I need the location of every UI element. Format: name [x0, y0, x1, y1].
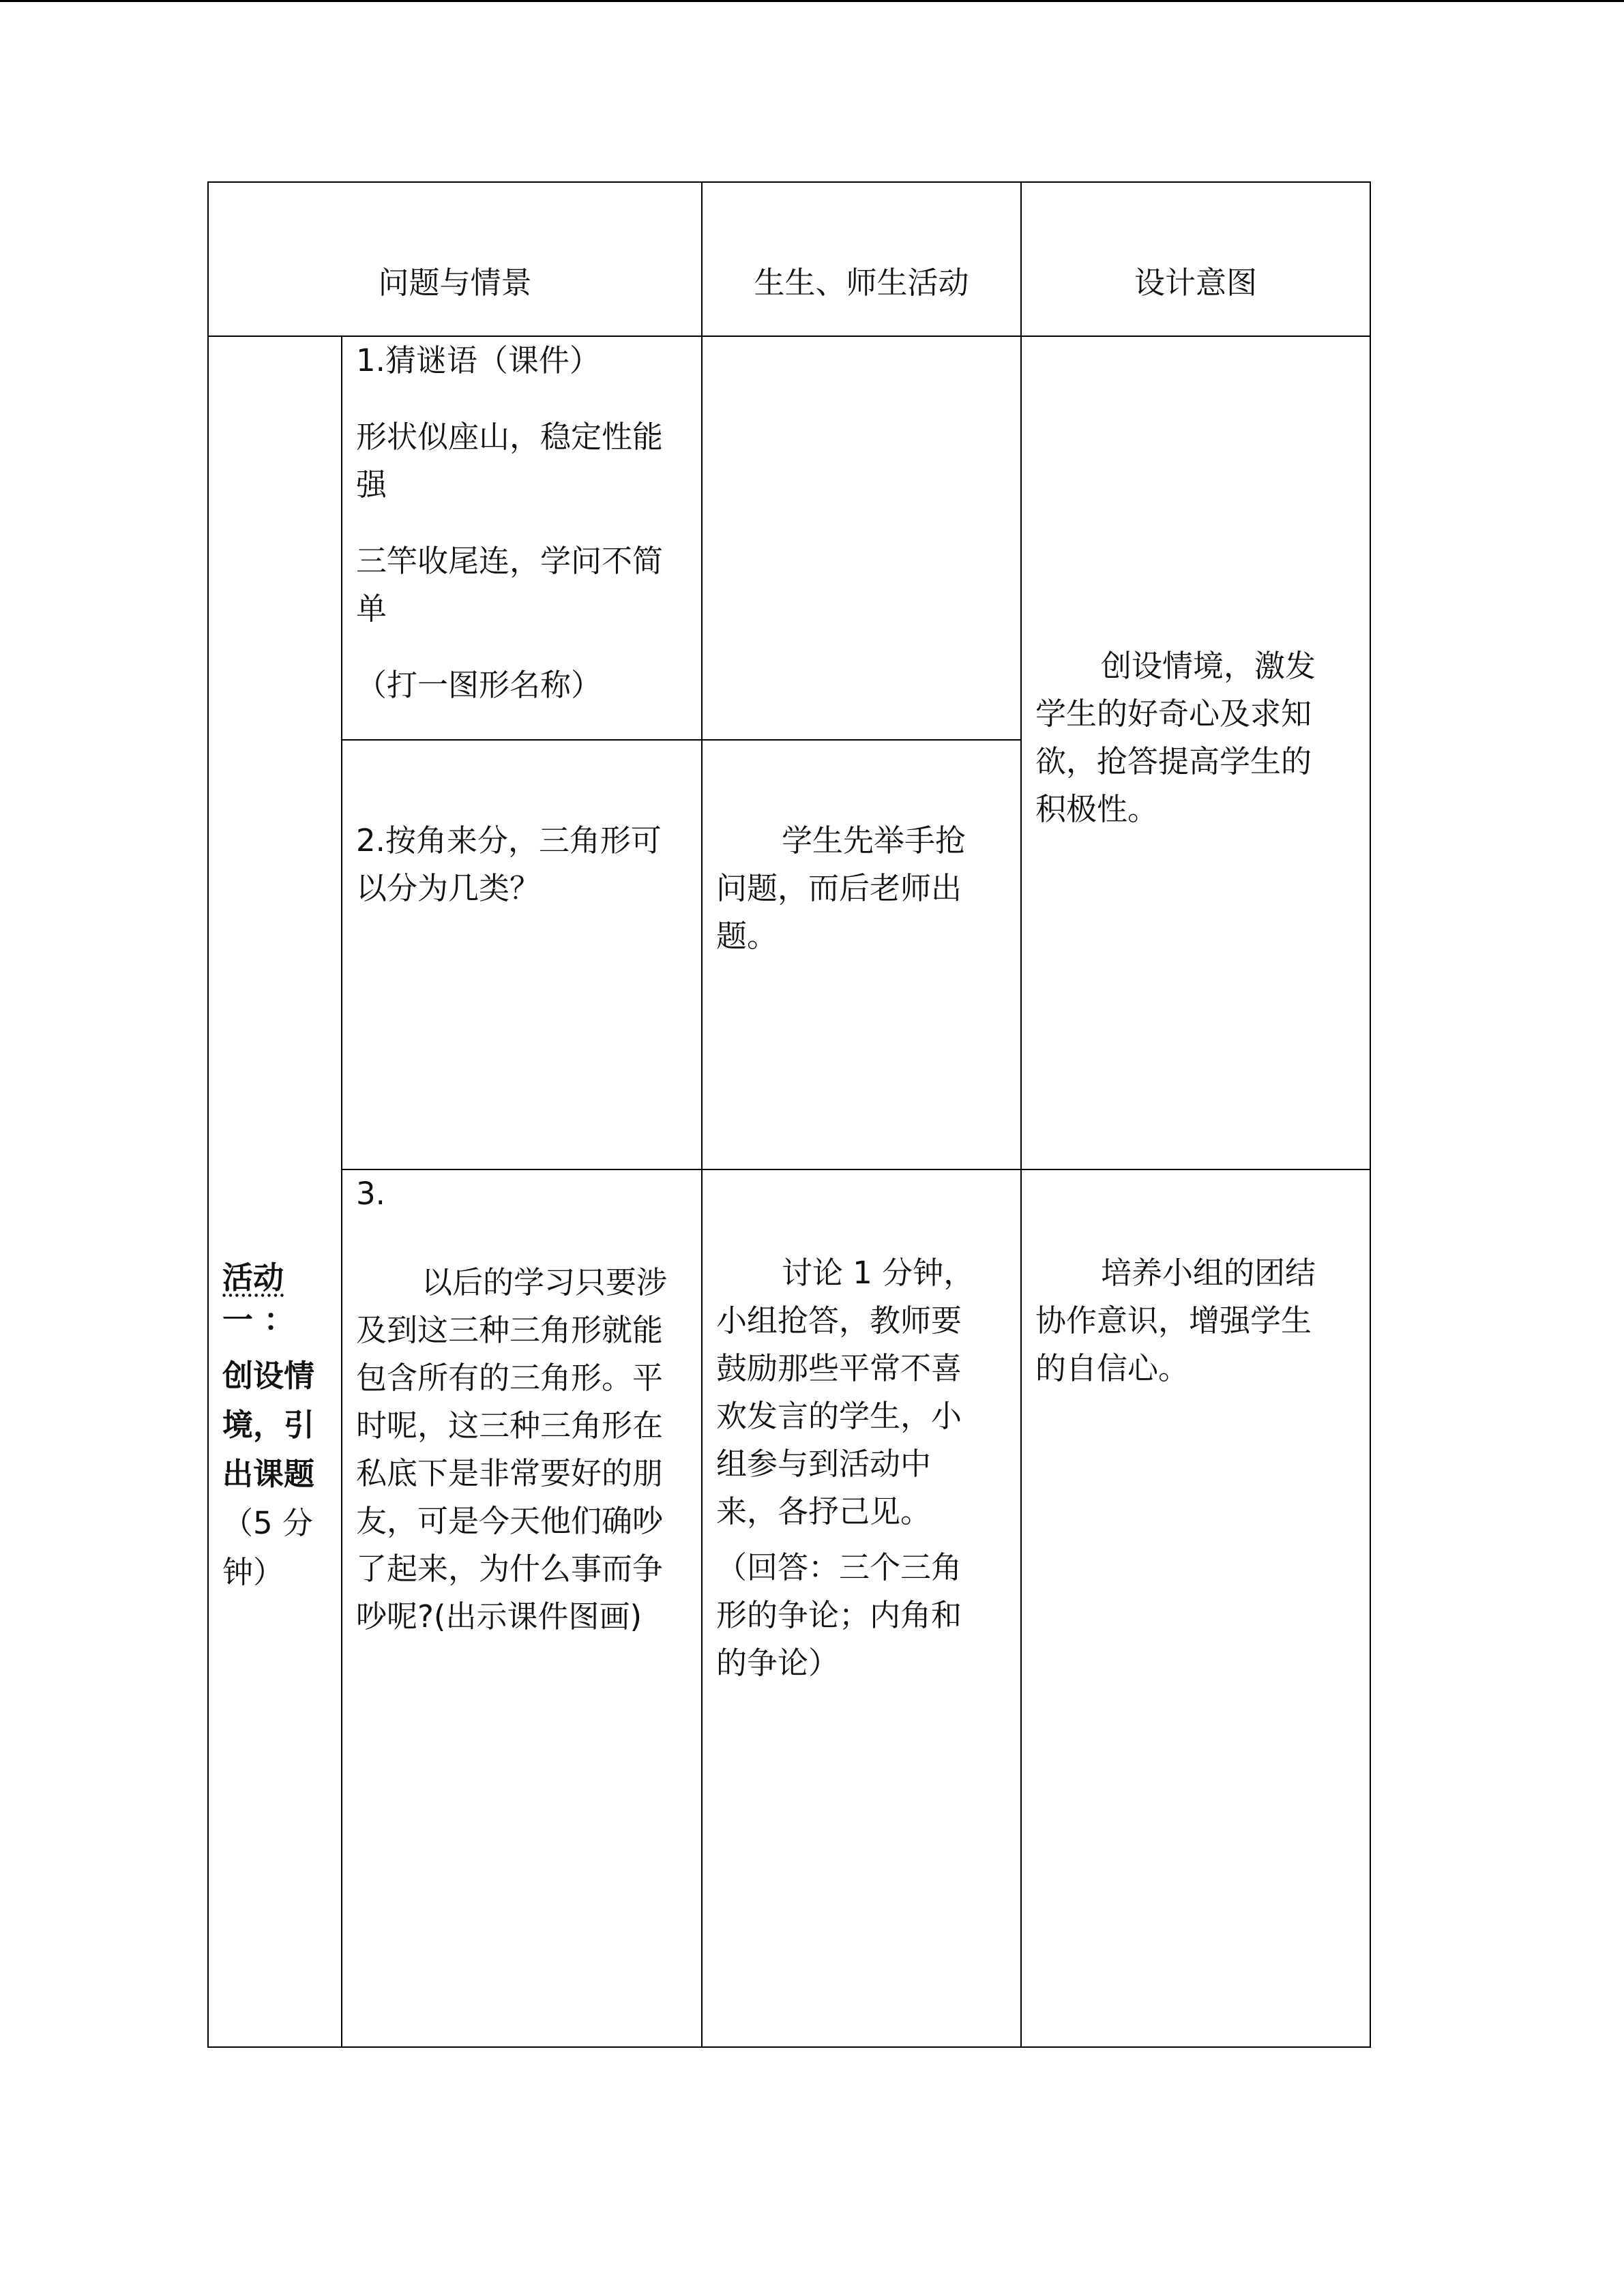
- header-intent-cell: [1020, 181, 1371, 337]
- row2-question-text: [356, 817, 662, 912]
- intent-line: 协作意识，增强学生: [1035, 1302, 1312, 1339]
- activity-label-line4: 境，引: [222, 1407, 315, 1443]
- riddle-line: 单: [356, 591, 387, 627]
- activity-label-line5: 出课题: [222, 1456, 315, 1492]
- activity-line: 问题，而后老师出: [716, 870, 962, 906]
- activity-label: [222, 1253, 314, 1597]
- row2-activity-text: [716, 817, 966, 960]
- question-line: 友，可是今天他们确吵: [356, 1503, 664, 1539]
- header-activity-cell: [701, 181, 1022, 337]
- activity-line: 讨论 1 分钟，: [782, 1255, 975, 1291]
- riddle-line: 三竿收尾连，学问不简: [356, 543, 664, 579]
- riddle-heading: 1.猜谜语（课件）: [356, 342, 600, 378]
- riddle-line: 强: [356, 466, 387, 503]
- question-line: 时呢，这三种三角形在: [356, 1407, 664, 1444]
- activity-label-cell: [207, 336, 342, 2048]
- question-line: 吵呢?(出示课件图画): [356, 1598, 642, 1635]
- intent-line: 创设情境，激发: [1101, 648, 1316, 684]
- row3-activity-text: [716, 1249, 974, 1687]
- question-line: 包含所有的三角形。平: [356, 1360, 664, 1396]
- question-line: 以后的学习只要涉: [422, 1264, 668, 1300]
- activity-label-line7: 钟）: [222, 1554, 284, 1590]
- page-top-border: [0, 0, 1624, 2]
- header-intent-label: 设计意图: [1134, 265, 1257, 301]
- question-number: 3.: [356, 1176, 385, 1212]
- answer-line: 的争论）: [716, 1645, 840, 1681]
- activity-label-line2: 一 ：: [222, 1302, 295, 1338]
- activity-line: 学生先举手抢: [782, 822, 966, 859]
- activity-line: 欢发言的学生，小: [716, 1398, 962, 1434]
- activity-line: 来，各抒己见。: [716, 1493, 932, 1530]
- question-line: 了起来，为什么事而争: [356, 1551, 664, 1587]
- intent-line: 学生的好奇心及求知: [1035, 696, 1312, 732]
- answer-line: （回答：三个三角: [716, 1549, 962, 1585]
- riddle-line: 形状似座山，稳定性能: [356, 419, 664, 455]
- intent-line: 欲，抢答提高学生的: [1035, 743, 1312, 779]
- intent-line: 的自信心。: [1035, 1350, 1190, 1386]
- header-question-cell: [207, 181, 703, 337]
- activity-label-line6: （5 分: [222, 1505, 313, 1541]
- question-line: 及到这三种三角形就能: [356, 1312, 664, 1348]
- header-activity-label: 生生、师生活动: [754, 265, 969, 301]
- intent-merged-text: [1035, 642, 1316, 833]
- row1-activity-cell: [701, 336, 1022, 741]
- activity-line: 组参与到活动中: [716, 1446, 932, 1482]
- riddle-hint: （打一图形名称）: [356, 667, 602, 703]
- row3-question-text: [356, 1170, 667, 1641]
- question-line: 2.按角来分，三角形可: [356, 822, 662, 859]
- question-line: 以分为几类？: [356, 870, 541, 906]
- header-question-label: 问题与情景: [378, 265, 532, 301]
- activity-line: 题。: [716, 918, 778, 954]
- answer-line: 形的争论；内角和: [716, 1597, 962, 1633]
- activity-label-line1: 活动: [222, 1259, 284, 1296]
- row2-question-cell: [341, 739, 703, 1170]
- row1-question-text: [356, 337, 663, 709]
- intent-line: 积极性。: [1035, 791, 1159, 827]
- activity-label-line3: 创设情: [222, 1358, 315, 1394]
- activity-line: 鼓励那些平常不喜: [716, 1350, 962, 1386]
- intent-line: 培养小组的团结: [1101, 1255, 1316, 1291]
- question-line: 私底下是非常要好的朋: [356, 1455, 664, 1491]
- row3-intent-text: [1035, 1249, 1316, 1392]
- activity-line: 小组抢答，教师要: [716, 1302, 962, 1339]
